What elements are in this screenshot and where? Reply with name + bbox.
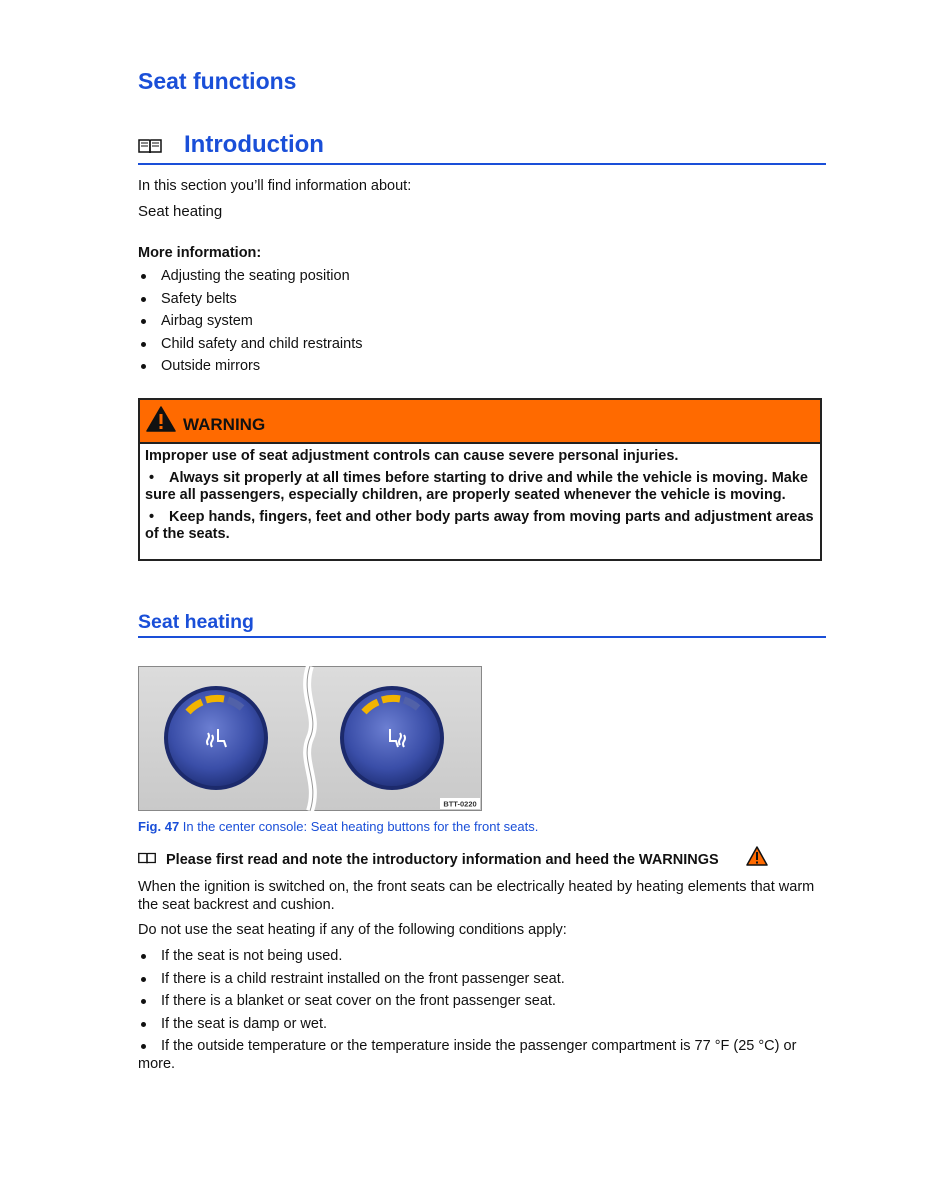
bullet — [141, 1022, 146, 1027]
warning-triangle-icon — [146, 406, 176, 432]
body-paragraph: Do not use the seat heating if any of the following conditions apply: — [138, 922, 567, 938]
section-heading-seat-heating — [138, 609, 826, 638]
bullet — [141, 364, 146, 369]
left-seat-heating-knob[interactable] — [164, 686, 268, 790]
book-icon — [138, 852, 156, 864]
bullet — [141, 954, 146, 959]
bullet — [141, 1044, 146, 1049]
list-item: If the seat is damp or wet. — [138, 1015, 826, 1038]
figure-caption-text: In the center console: Seat heating buttons for the front seats. — [179, 819, 539, 834]
warning-header — [140, 400, 820, 444]
figure-code: BTT-0220 — [443, 799, 477, 809]
book-icon — [138, 138, 162, 154]
bullet — [141, 274, 146, 279]
warning-bullet: • Keep hands, fingers, feet and other body parts away from moving parts and adjustment areas of the seats. — [145, 508, 814, 542]
list-item[interactable]: Child safety and child restraints — [138, 335, 363, 358]
bullet — [141, 297, 146, 302]
list-item[interactable]: Safety belts — [138, 290, 363, 313]
warning-box — [138, 398, 822, 561]
warning-body — [140, 444, 820, 544]
warning-label: WARNING — [183, 415, 266, 434]
list-item: If there is a child restraint installed on the front passenger seat. — [138, 970, 826, 993]
bullet — [141, 342, 146, 347]
warning-lead: Improper use of seat adjustment controls can cause severe personal injuries. — [145, 448, 679, 464]
list-item[interactable]: Airbag system — [138, 312, 363, 335]
figure-seat-heating-buttons — [138, 666, 482, 811]
right-seat-heating-knob[interactable] — [340, 686, 444, 790]
list-item: If there is a blanket or seat cover on the front passenger seat. — [138, 992, 826, 1015]
list-item[interactable]: Adjusting the seating position — [138, 267, 363, 290]
page-title: Seat functions — [138, 68, 297, 94]
figure-number: Fig. 47 — [138, 819, 180, 834]
intro-lead: In this section you’ll find information about: — [138, 178, 412, 194]
seat-heating-title: Seat heating — [138, 611, 254, 633]
more-information-label: More information: — [138, 245, 262, 261]
warning-triangle-icon[interactable] — [746, 846, 768, 866]
section-heading-introduction — [138, 130, 826, 165]
more-information-list — [138, 267, 363, 380]
bullet — [141, 977, 146, 982]
figure-caption — [138, 819, 538, 834]
bullet — [141, 999, 146, 1004]
body-paragraph: When the ignition is switched on, the front seats can be electrically heated by heating elements that warm the seat backrest and cushion. — [138, 879, 815, 913]
warning-bullet: • Always sit properly at all times before starting to drive and while the vehicle is moving. Make sure all passengers, especially children, are properly seated whenever the vehicle is moving. — [145, 469, 808, 503]
conditions-list — [138, 947, 826, 1037]
introduction-title: Introduction — [184, 131, 324, 158]
intro-note-text[interactable]: Please first read and note the introductory information and heed the WARNINGS — [166, 852, 719, 868]
list-item[interactable]: Outside mirrors — [138, 357, 363, 380]
list-item: If the seat is not being used. — [138, 947, 826, 970]
list-item-wrapped: If the outside temperature or the temperature inside the passenger compartment is 77 °F (25 °C) or more. — [138, 1038, 797, 1072]
bullet — [141, 319, 146, 324]
intro-topic-link[interactable]: Seat heating — [138, 203, 223, 220]
